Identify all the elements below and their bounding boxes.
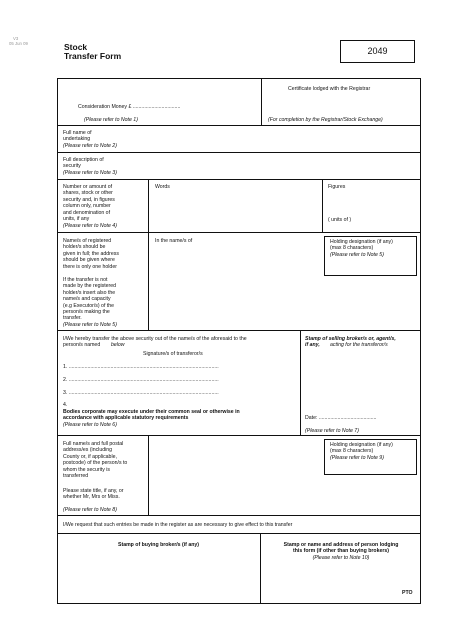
note-5: (Please refer to Note 5) (63, 322, 117, 328)
rule-registrar-left (261, 78, 262, 125)
pto-label: PTO (402, 590, 413, 596)
consideration-money-label: Consideration Money £ ................................. (78, 104, 181, 110)
note-8: (Please refer to Note 8) (63, 507, 117, 513)
rule-transferee-label-column (148, 435, 149, 515)
signature-line-2: 2. ........................................................................................................ (63, 377, 219, 383)
rule-holders-bottom (57, 330, 421, 331)
form-title-line2: Transfer Form (64, 51, 122, 61)
registrar-completion-note: (For completion by the Registrar/Stock Exchange) (268, 117, 383, 123)
stamp-selling-broker-suffix: acting for the transferor/s (330, 342, 388, 348)
undertaking-label: Full name of undertaking (63, 130, 92, 143)
stamp-lodging-person-label: Stamp or name and address of person lodging this form (if other than buying brokers) (283, 542, 399, 555)
note-10: (Please refer to Note 10) (312, 555, 370, 561)
note-6: (Please refer to Note 6) (63, 422, 117, 428)
certificate-lodged-label: Certificate lodged with the Registrar (288, 86, 371, 92)
figures-label: Figures (328, 184, 346, 190)
transferee-title-label: Please state title, if any, or whether Mr, Mrs or Miss. (63, 488, 124, 501)
register-request-statement: I/We request that such entries be made in the register as are necessary to give effect to this transfer (63, 522, 293, 528)
rule-request-bottom (57, 533, 421, 534)
form-title-line1: Stock (64, 42, 88, 52)
signatures-label: Signature/s of transferor/s (143, 351, 203, 357)
registered-holders-label: Name/s of registered holder/s should be given in full; the address should be given where there is only one holder (63, 238, 119, 270)
signature-line-1: 1. ........................................................................................................ (63, 364, 219, 370)
transfer-statement: I/We hereby transfer the above security out of the name/s of the aforesaid to the person/s named (63, 336, 247, 349)
in-name-of-label: In the name/s of (155, 238, 193, 244)
bodies-corporate-statement: Bodies corporate may execute under their common seal or otherwise in accordance with applicable statutory requirements (63, 409, 240, 422)
signature-line-3: 3. ........................................................................................................ (63, 390, 219, 396)
note-9: (Please refer to Note 9) (330, 455, 384, 461)
note-3: (Please refer to Note 3) (63, 170, 117, 176)
amount-label: Number or amount of shares, stock or other security and, in figures column only, number and denomination of units, if any (63, 184, 115, 223)
words-label: Words (155, 184, 170, 190)
form-number: 2049 (367, 46, 388, 56)
rule-label-column (148, 179, 149, 330)
stamp-selling-broker-label: Stamp of selling broker/s or, agent/s, if any, (305, 336, 396, 349)
form-version-code: V3 (13, 36, 19, 41)
rule-security-bottom (57, 179, 421, 180)
rule-consideration-bottom (57, 125, 421, 126)
rule-undertaking-bottom (57, 152, 421, 153)
rule-stamp-selling-left (300, 330, 301, 435)
signature-line-4: 4. (63, 402, 68, 408)
holder-designation-note: (Please refer to Note 5) (330, 252, 384, 258)
rule-transfer-bottom (57, 435, 421, 436)
note-7: (Please refer to Note 7) (305, 428, 359, 434)
transferee-designation-label: Holding designation (if any) (max 8 characters) (330, 442, 393, 455)
note-2: (Please refer to Note 2) (63, 143, 117, 149)
date-label: Date: ........................................ (305, 415, 377, 421)
form-version-date: 05 Jun 09 (9, 41, 28, 46)
units-label: ( units of ) (328, 217, 352, 223)
note-1: (Please refer to Note 1) (84, 117, 138, 123)
security-label: Full description of security (63, 157, 104, 170)
stamp-buying-broker-label: Stamp of buying broker/s (if any) (118, 542, 199, 548)
transfer-capacity-label: If the transfer is not made by the registered holder/s insert also the name/s and capacity (e.g Executor/s) of the person/s making the transfer. (63, 277, 117, 322)
holder-designation-label: Holding designation (if any) (max 8 characters) (330, 239, 393, 252)
transfer-statement-below: below (111, 342, 125, 348)
note-4: (Please refer to Note 4) (63, 223, 117, 229)
transferee-address-label: Full name/s and full postal address/es (including County or, if applicable, postcode) of the person/s to whom the security is transferred (63, 441, 128, 480)
rule-amount-bottom (57, 232, 421, 233)
rule-figures-column (322, 179, 323, 232)
rule-transferee-bottom (57, 515, 421, 516)
